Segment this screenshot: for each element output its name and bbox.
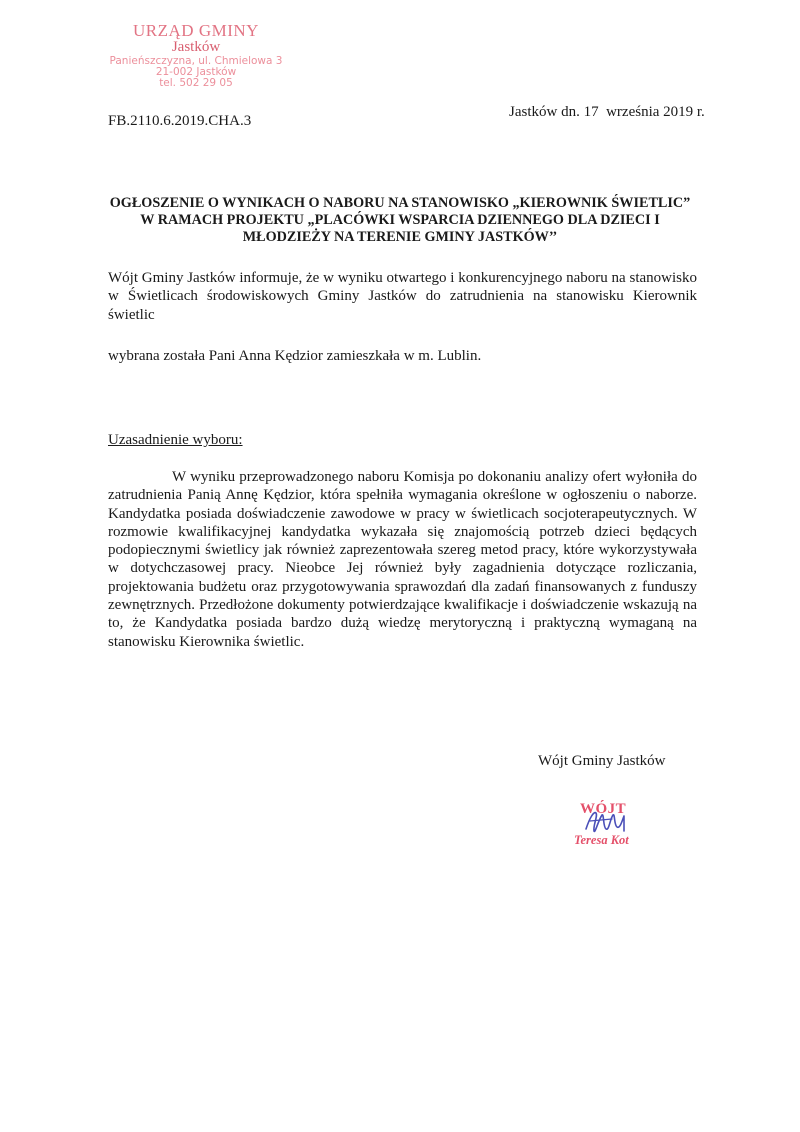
signature-stamp-title: WÓJT xyxy=(580,801,627,817)
stamp-office-name: URZĄD GMINY xyxy=(133,21,259,40)
stamp-phone: tel. 502 29 05 xyxy=(159,76,233,89)
signature-stamp-name: Teresa Kot xyxy=(574,833,629,847)
signature-stamp xyxy=(560,793,660,858)
stamp-postcode: 21-002 Jastków xyxy=(155,65,237,78)
stamp-address: Panieńszczyzna, ul. Chmielowa 3 xyxy=(109,54,283,67)
reference-number: FB.2110.6.2019.CHA.3 xyxy=(108,113,252,129)
selected-candidate: wybrana została Pani Anna Kędzior zamieszkała w m. Lublin. xyxy=(108,348,482,364)
justification-heading: Uzasadnienie wyboru: xyxy=(108,432,243,448)
signatory-title: Wójt Gminy Jastków xyxy=(538,753,666,769)
document-title xyxy=(100,195,700,246)
office-stamp xyxy=(96,22,296,89)
title-line-1: OGŁOSZENIE O WYNIKACH O NABORU NA STANOWISKO „KIEROWNIK ŚWIETLIC” xyxy=(109,195,691,211)
document-date: Jastków dn. 17 września 2019 r. xyxy=(509,104,705,120)
justification-paragraph: W wyniku przeprowadzonego naboru Komisja po dokonaniu analizy ofert wyłoniła do zatrudnienia Panią Annę Kędzior, która spełniła wymagania określone w ogłoszeniu o naborze. Kandydatka posiada doświadczenie zawodowe w pracy w świetlicach socjoterapeutycznych. W rozmowie kwalifikacyjnej kandydatka wykazała się znajomością potrzeb dzieci będących podopiecznymi świetlicy jak również zaprezentowała szereg metod pracy, które wykorzystywała w dotychczasowej pracy. Nieobce Jej również były zagadnienia dotyczące rozliczania, projektowania budżetu oraz przygotowywania sprawozdań dla zadań finansowanych z funduszy zewnętrznych. Przedłożone dokumenty potwierdzające kwalifikacje i doświadczenie wskazują na to, że Kandydatka posiada bardzo dużą wiedzę merytoryczną i praktyczną wymaganą na stanowisku Kierownika świetlic. xyxy=(108,469,697,650)
title-line-3: MŁODZIEŻY NA TERENIE GMINY JASTKÓW’’ xyxy=(242,229,558,245)
title-line-2: W RAMACH PROJEKTU „PLACÓWKI WSPARCIA DZIENNEGO DLA DZIECI I xyxy=(140,212,660,228)
stamp-town: Jastków xyxy=(171,38,221,55)
announcement-paragraph: Wójt Gminy Jastków informuje, że w wyniku otwartego i konkurencyjnego naboru na stanowisko w Świetlicach środowiskowych Gminy Jastków do zatrudnienia na stanowisku Kierownik świetlic xyxy=(108,270,697,323)
